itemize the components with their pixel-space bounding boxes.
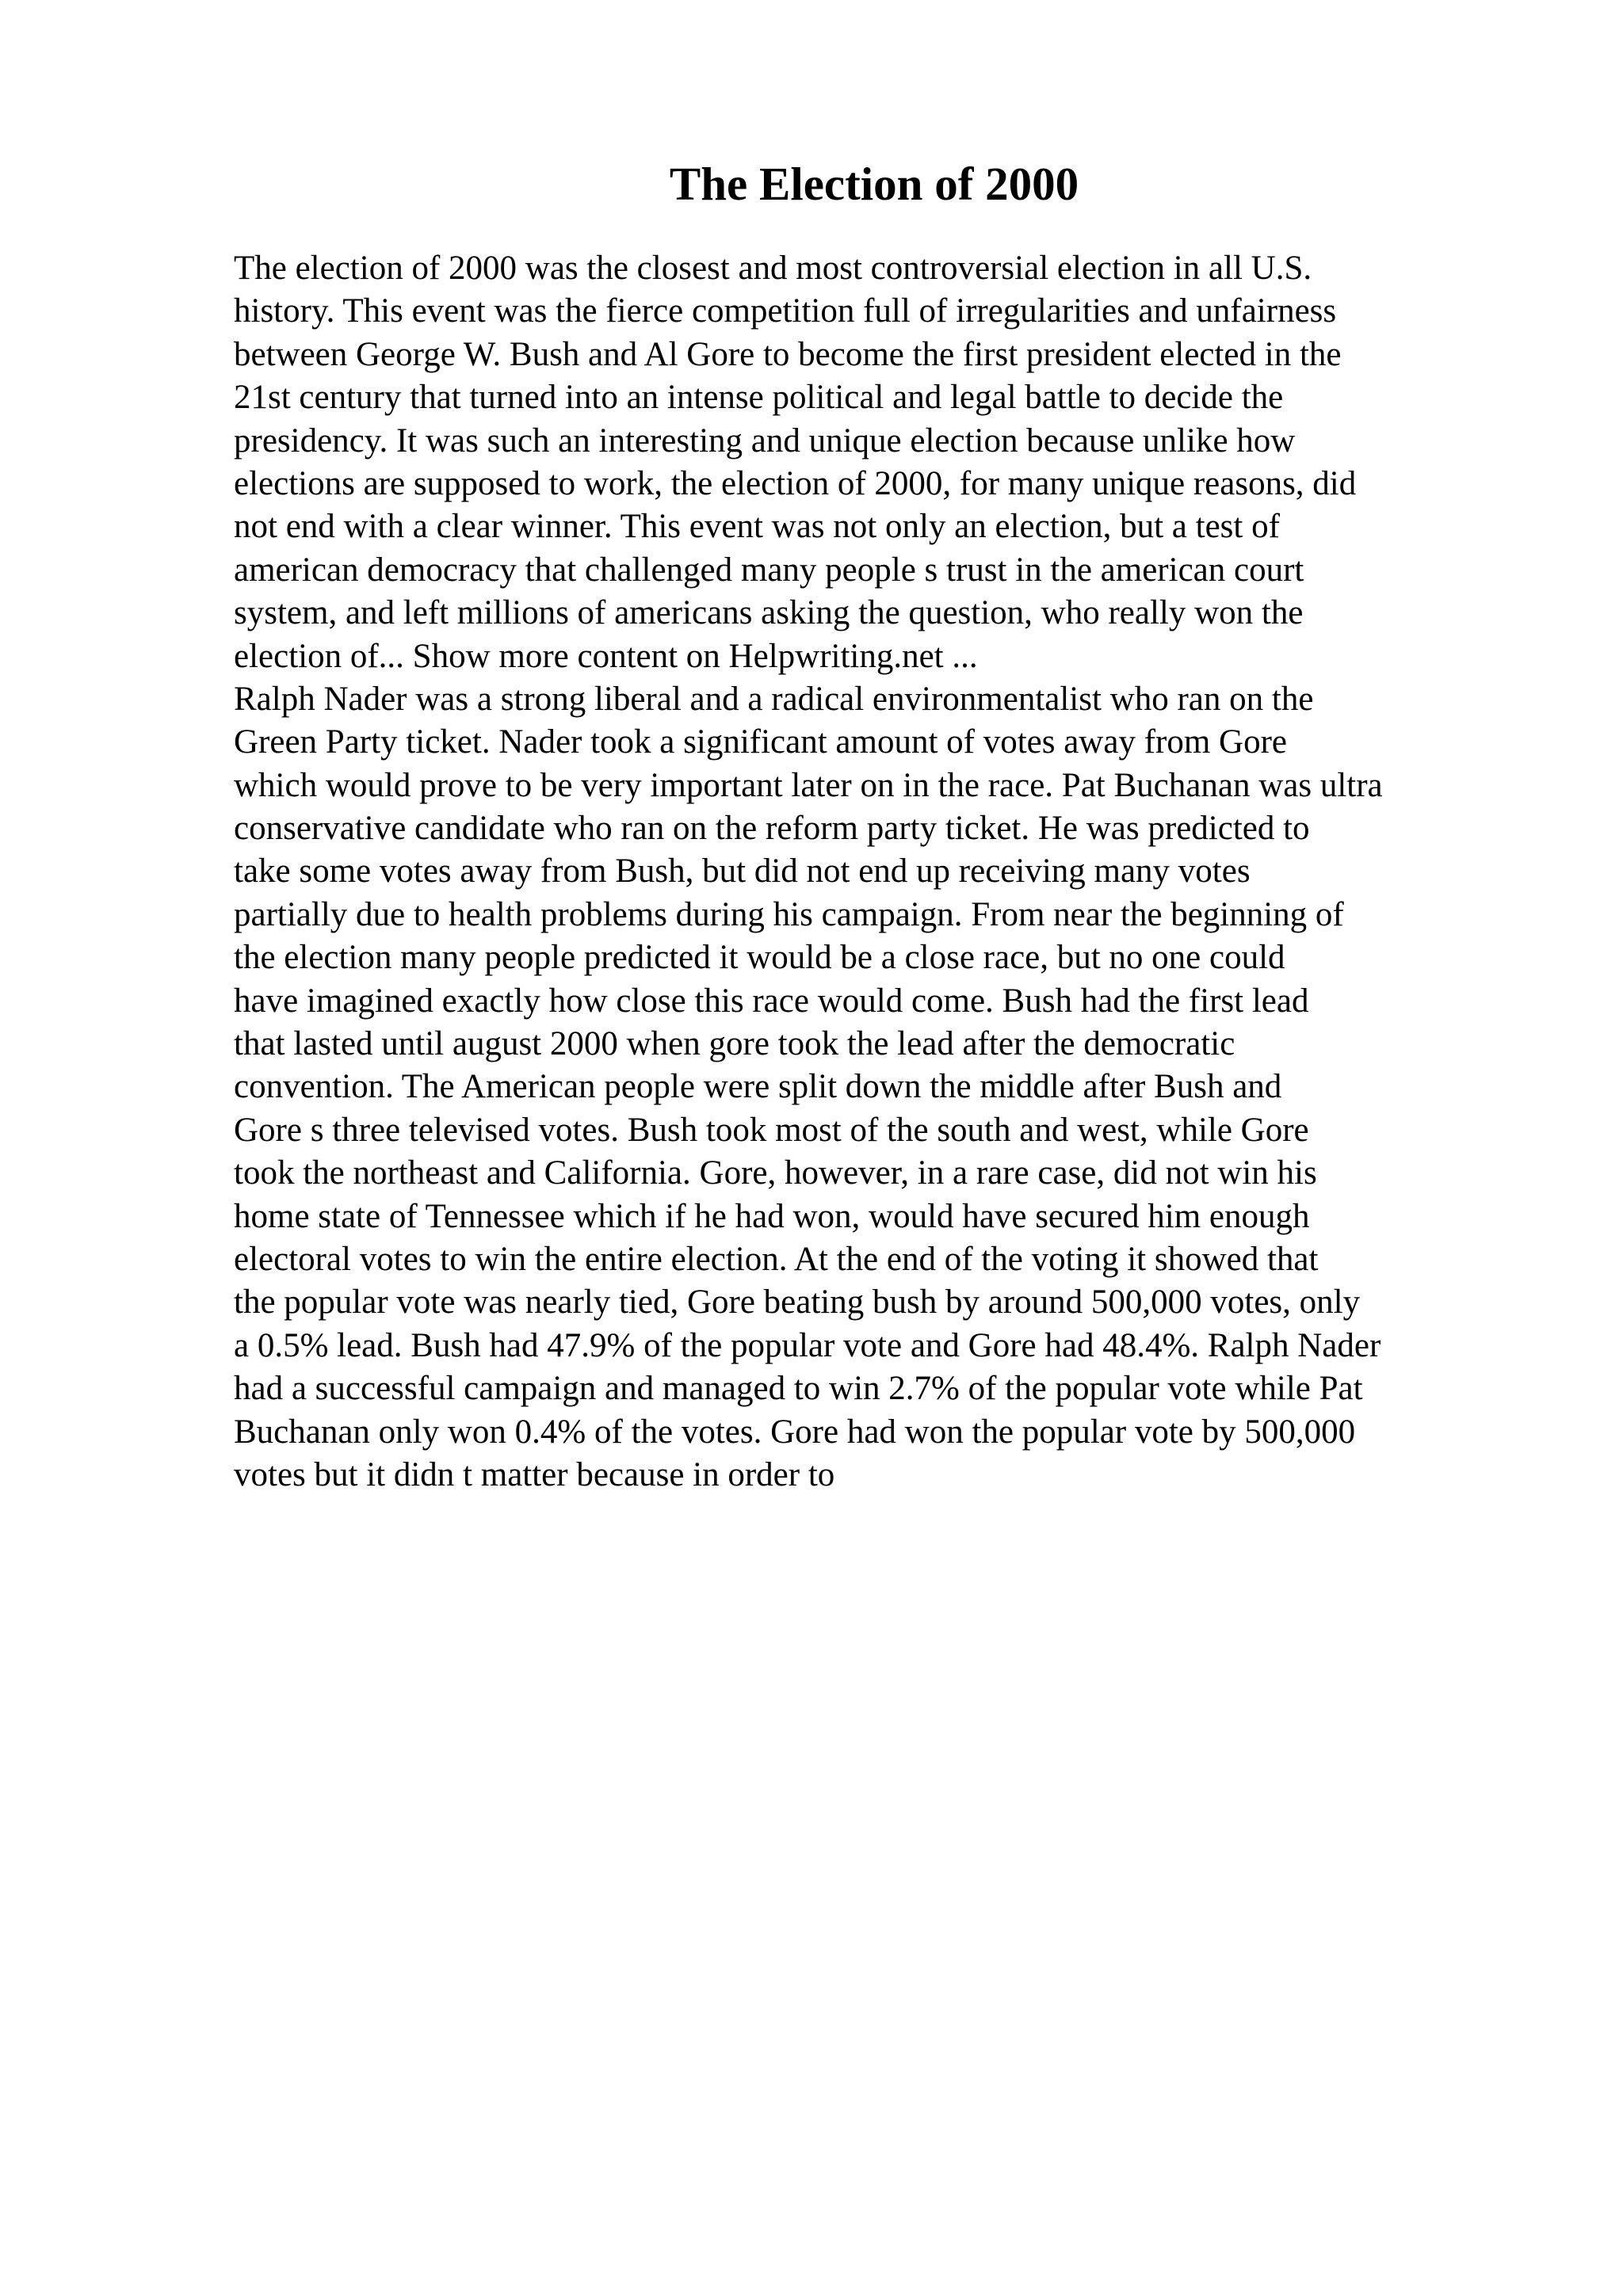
- body-line: take some votes away from Bush, but did not end up receiving many votes: [234, 852, 1251, 891]
- body-line: electoral votes to win the entire election. At the end of the voting it showed that: [234, 1240, 1319, 1278]
- body-line: Buchanan only won 0.4% of the votes. Gore had won the popular vote by 500,000: [234, 1413, 1356, 1451]
- body-line: the election many people predicted it would be a close race, but no one could: [234, 939, 1285, 977]
- body-line: election of... Show more content on Helpwriting.net ...: [234, 637, 978, 675]
- body-line: Green Party ticket. Nader took a significant amount of votes away from Gore: [234, 723, 1287, 761]
- body-line: Ralph Nader was a strong liberal and a radical environmentalist who ran on the: [234, 680, 1314, 718]
- body-line: system, and left millions of americans asking the question, who really won the: [234, 594, 1304, 632]
- body-line: votes but it didn t matter because in order to: [234, 1455, 835, 1493]
- body-line: had a successful campaign and managed to win 2.7% of the popular vote while Pat: [234, 1370, 1363, 1408]
- body-line: took the northeast and California. Gore, however, in a rare case, did not win his: [234, 1154, 1317, 1192]
- body-line: which would prove to be very important later on in the race. Pat Buchanan was ultra: [234, 766, 1383, 804]
- document-body: [234, 247, 1518, 1497]
- body-line: history. This event was the fierce competition full of irregularities and unfairness: [234, 292, 1337, 330]
- body-line: a 0.5% lead. Bush had 47.9% of the popular vote and Gore had 48.4%. Ralph Nader: [234, 1326, 1381, 1364]
- body-line: not end with a clear winner. This event was not only an election, but a test of: [234, 508, 1280, 546]
- body-line: elections are supposed to work, the election of 2000, for many unique reasons, did: [234, 464, 1357, 502]
- body-line: home state of Tennessee which if he had won, would have secured him enough: [234, 1197, 1310, 1235]
- document-title: The Election of 2000: [669, 158, 1079, 210]
- body-line: conservative candidate who ran on the reform party ticket. He was predicted to: [234, 810, 1310, 848]
- body-line: presidency. It was such an interesting and unique election because unlike how: [234, 421, 1296, 460]
- body-line: between George W. Bush and Al Gore to become the first president elected in the: [234, 335, 1342, 373]
- body-line: convention. The American people were split down the middle after Bush and: [234, 1068, 1282, 1106]
- body-line: 21st century that turned into an intense political and legal battle to decide the: [234, 379, 1284, 417]
- body-line: The election of 2000 was the closest and most controversial election in all U.S.: [234, 250, 1312, 287]
- body-line: the popular vote was nearly tied, Gore beating bush by around 500,000 votes, only: [234, 1283, 1361, 1322]
- body-line: american democracy that challenged many people s trust in the american court: [234, 551, 1304, 589]
- body-line: partially due to health problems during his campaign. From near the beginning of: [234, 895, 1344, 933]
- body-line: that lasted until august 2000 when gore took the lead after the democratic: [234, 1025, 1235, 1063]
- body-line: have imagined exactly how close this race would come. Bush had the first lead: [234, 982, 1309, 1020]
- body-line: Gore s three televised votes. Bush took most of the south and west, while Gore: [234, 1111, 1309, 1149]
